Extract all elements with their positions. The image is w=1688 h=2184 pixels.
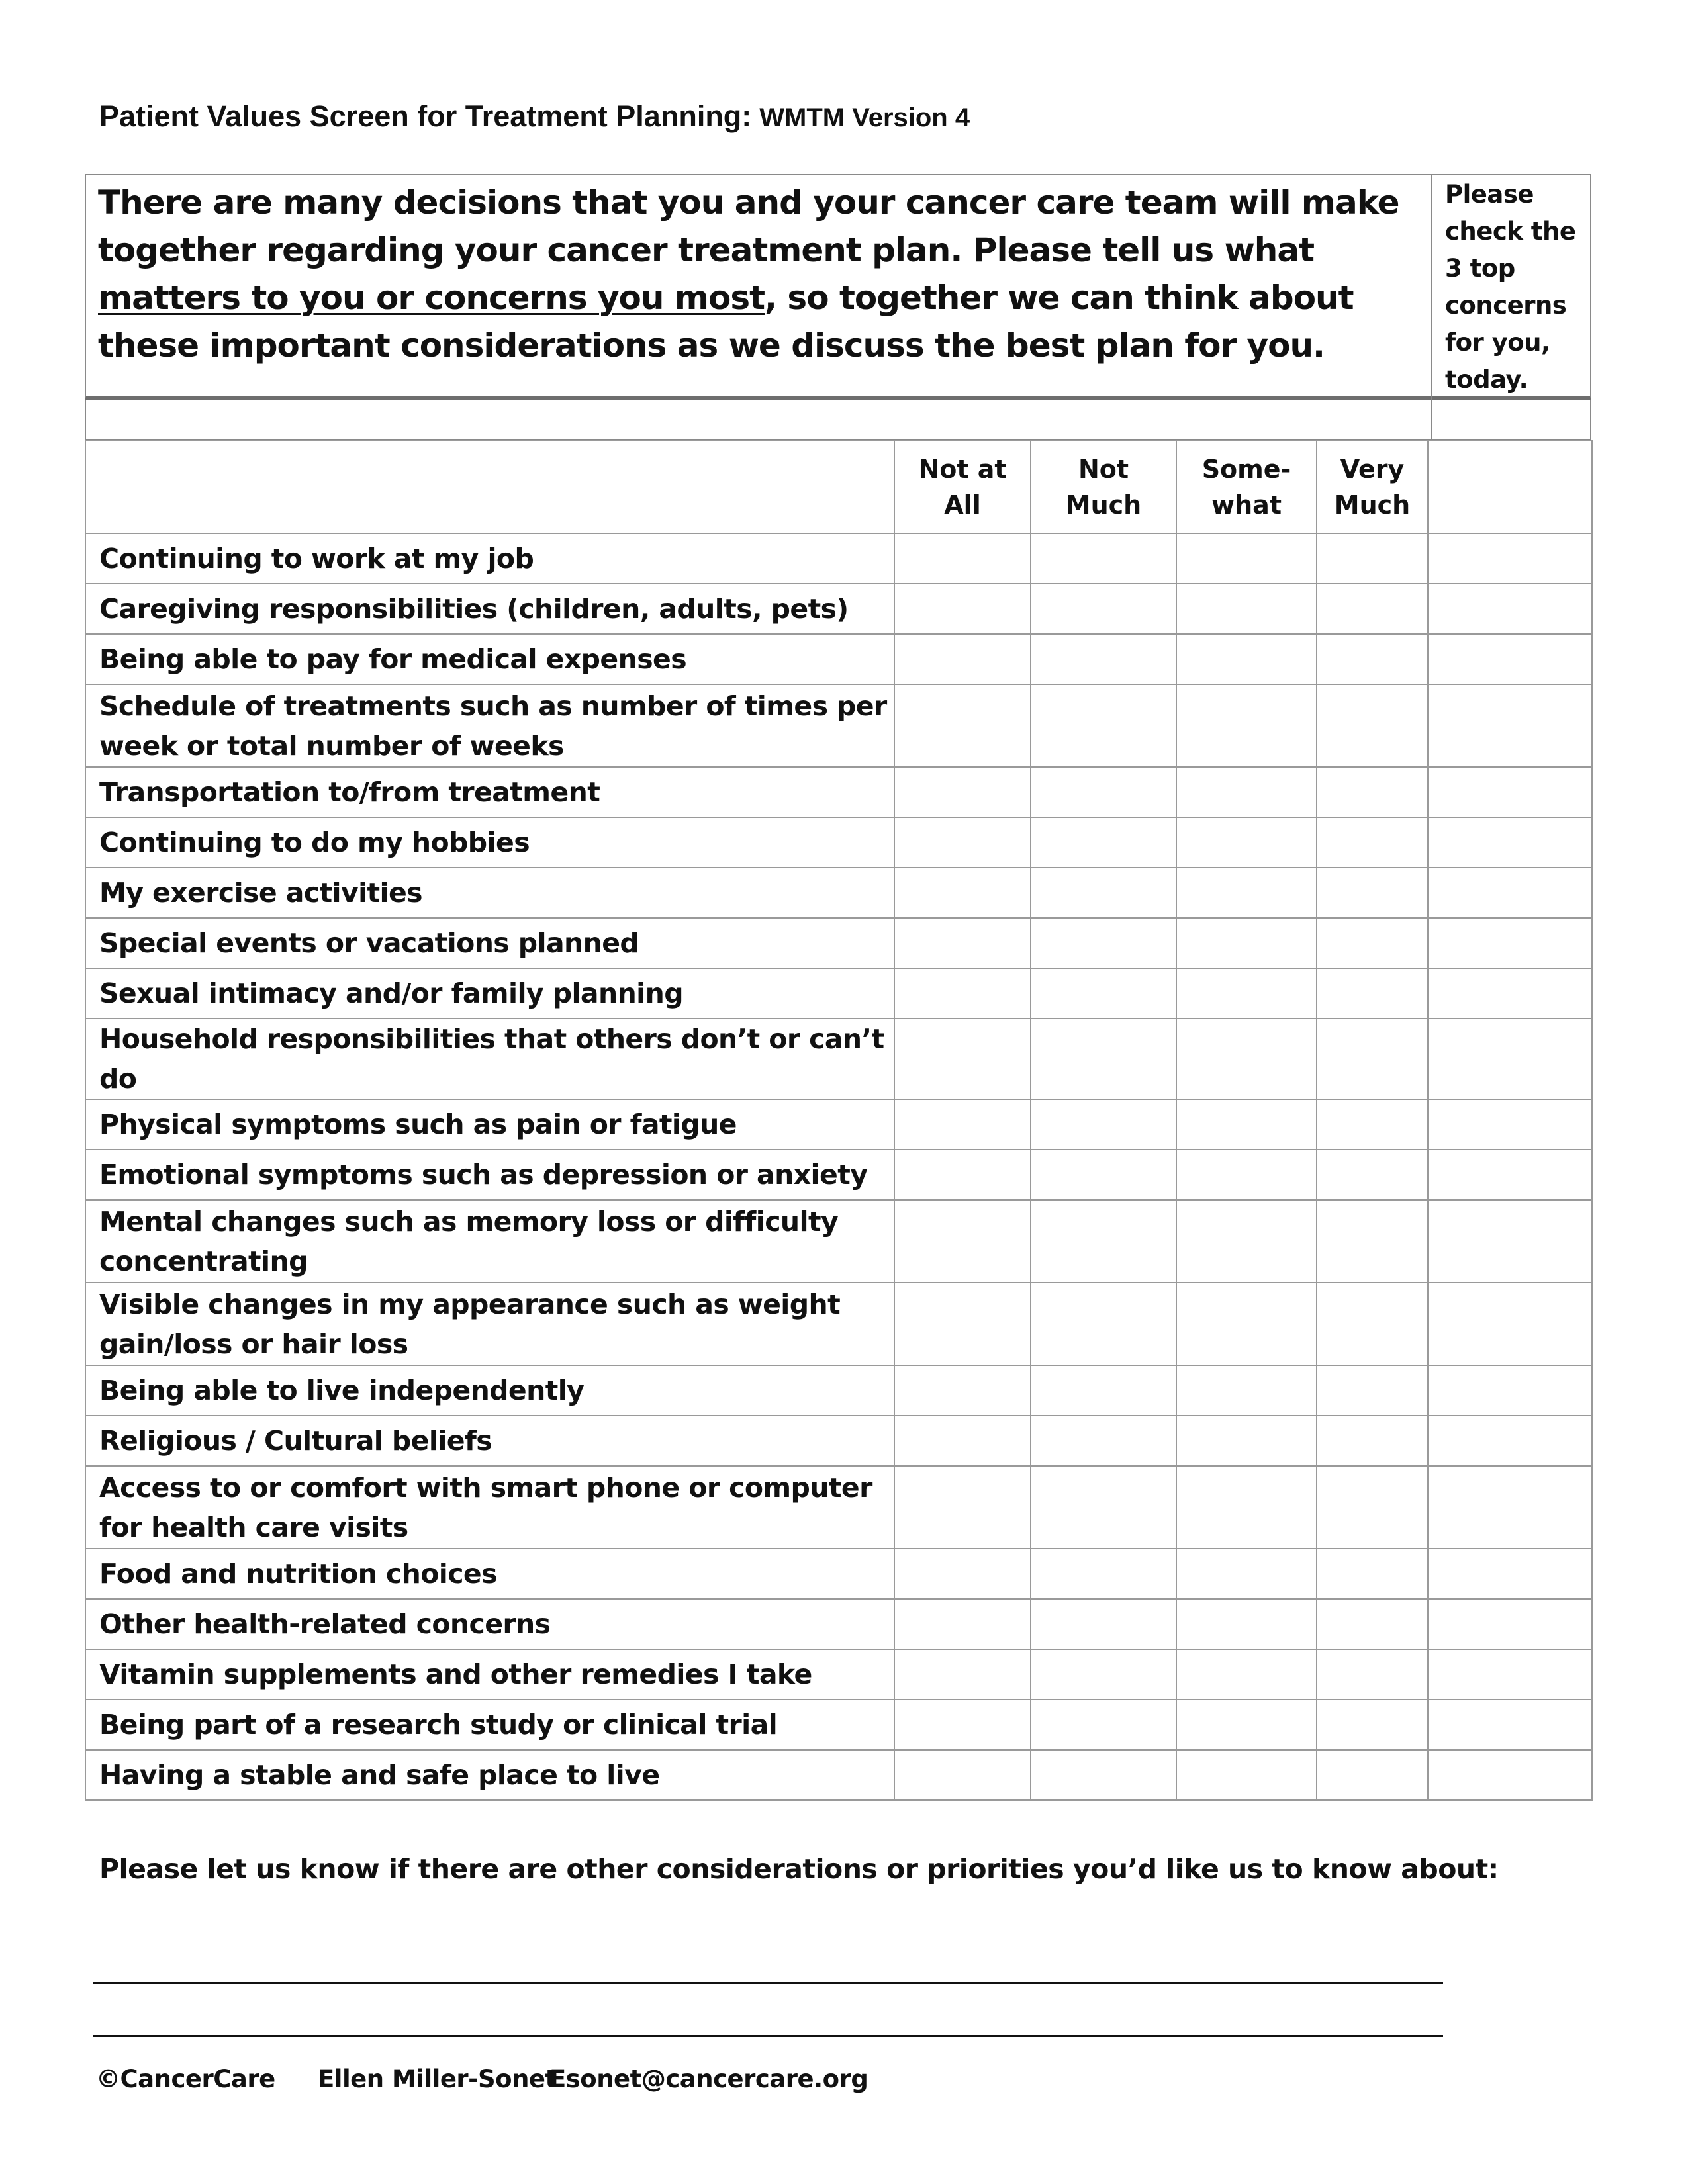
somewhat-cell[interactable] [1176, 1700, 1317, 1750]
very-much-cell[interactable] [1317, 868, 1428, 918]
concern-label: Caregiving responsibilities (children, adults, pets) [85, 584, 894, 634]
table-row [85, 968, 1592, 1019]
very-much-cell[interactable] [1317, 968, 1428, 1019]
somewhat-cell[interactable] [1176, 968, 1317, 1019]
not-much-cell[interactable] [1031, 634, 1176, 684]
very-much-cell[interactable] [1317, 634, 1428, 684]
intro-divider [1431, 174, 1432, 439]
concern-label: Continuing to do my hobbies [85, 817, 894, 868]
intro-text-underlined: matters to you or concerns you most [98, 279, 765, 317]
not-much-cell[interactable] [1031, 1700, 1176, 1750]
top-concern-check-cell[interactable] [1428, 584, 1592, 634]
not-at-all-cell[interactable] [894, 1200, 1031, 1283]
not-at-all-cell[interactable] [894, 1700, 1031, 1750]
very-much-cell[interactable] [1317, 1649, 1428, 1700]
not-much-cell[interactable] [1031, 1416, 1176, 1466]
top-concern-check-cell[interactable] [1428, 1283, 1592, 1365]
top-concern-check-cell[interactable] [1428, 533, 1592, 584]
not-at-all-cell[interactable] [894, 1019, 1031, 1099]
top-concern-check-cell[interactable] [1428, 1599, 1592, 1649]
table-row [85, 1700, 1592, 1750]
not-at-all-cell[interactable] [894, 1599, 1031, 1649]
very-much-cell[interactable] [1317, 1200, 1428, 1283]
very-much-cell[interactable] [1317, 1283, 1428, 1365]
concern-label: Household responsibilities that others don’t or can’t do [85, 1019, 894, 1099]
not-much-cell[interactable] [1031, 1649, 1176, 1700]
somewhat-cell[interactable] [1176, 584, 1317, 634]
concerns-table [85, 440, 1593, 1801]
top-concern-check-cell[interactable] [1428, 634, 1592, 684]
not-much-cell[interactable] [1031, 1750, 1176, 1800]
not-at-all-cell[interactable] [894, 1649, 1031, 1700]
not-much-cell[interactable] [1031, 1200, 1176, 1283]
concern-label: Continuing to work at my job [85, 533, 894, 584]
top-concern-check-cell[interactable] [1428, 918, 1592, 968]
very-much-cell[interactable] [1317, 1365, 1428, 1416]
somewhat-cell[interactable] [1176, 918, 1317, 968]
table-row [85, 1099, 1592, 1150]
not-much-cell[interactable] [1031, 767, 1176, 817]
not-at-all-cell[interactable] [894, 584, 1031, 634]
not-at-all-cell[interactable] [894, 1365, 1031, 1416]
footer-author: Ellen Miller-Sonet [318, 2065, 557, 2093]
somewhat-cell[interactable] [1176, 1466, 1317, 1549]
column-header-very-much: Very Much [1317, 441, 1428, 533]
somewhat-cell[interactable] [1176, 767, 1317, 817]
table-row [85, 1365, 1592, 1416]
top-concern-check-cell[interactable] [1428, 1750, 1592, 1800]
very-much-cell[interactable] [1317, 684, 1428, 767]
somewhat-cell[interactable] [1176, 1019, 1317, 1099]
top-concern-check-cell[interactable] [1428, 1466, 1592, 1549]
somewhat-cell[interactable] [1176, 817, 1317, 868]
table-row [85, 684, 1592, 767]
somewhat-cell[interactable] [1176, 684, 1317, 767]
somewhat-cell[interactable] [1176, 634, 1317, 684]
not-much-cell[interactable] [1031, 918, 1176, 968]
concern-label: Physical symptoms such as pain or fatigue [85, 1099, 894, 1150]
very-much-cell[interactable] [1317, 767, 1428, 817]
other-considerations-prompt: Please let us know if there are other considerations or priorities you’d like us to know about: [99, 1853, 1499, 1885]
somewhat-cell[interactable] [1176, 533, 1317, 584]
form-title-main: Patient Values Screen for Treatment Planning: [99, 99, 752, 133]
somewhat-cell[interactable] [1176, 1365, 1317, 1416]
table-row [85, 868, 1592, 918]
table-row [85, 1200, 1592, 1283]
table-row [85, 1416, 1592, 1466]
not-at-all-cell[interactable] [894, 767, 1031, 817]
very-much-cell[interactable] [1317, 1099, 1428, 1150]
not-much-cell[interactable] [1031, 868, 1176, 918]
somewhat-cell[interactable] [1176, 1200, 1317, 1283]
somewhat-cell[interactable] [1176, 1283, 1317, 1365]
very-much-cell[interactable] [1317, 533, 1428, 584]
concern-label: Being part of a research study or clinical trial [85, 1700, 894, 1750]
very-much-cell[interactable] [1317, 918, 1428, 968]
not-at-all-cell[interactable] [894, 1099, 1031, 1150]
table-row [85, 1549, 1592, 1599]
form-title [99, 99, 970, 134]
answer-line-1[interactable] [93, 1982, 1443, 1984]
top-concern-check-cell[interactable] [1428, 1150, 1592, 1200]
concern-label: Sexual intimacy and/or family planning [85, 968, 894, 1019]
very-much-cell[interactable] [1317, 1416, 1428, 1466]
table-row [85, 1019, 1592, 1099]
not-much-cell[interactable] [1031, 1599, 1176, 1649]
not-much-cell[interactable] [1031, 1466, 1176, 1549]
very-much-cell[interactable] [1317, 1549, 1428, 1599]
concern-label: Mental changes such as memory loss or difficulty concentrating [85, 1200, 894, 1283]
top-concern-check-cell[interactable] [1428, 1200, 1592, 1283]
concern-label: Vitamin supplements and other remedies I take [85, 1649, 894, 1700]
column-header-top-concern [1428, 441, 1592, 533]
concern-label: Schedule of treatments such as number of times per week or total number of weeks [85, 684, 894, 767]
intro-text-part2: , so together we can think about these important considerations as we discuss the best plan for you. [98, 279, 1354, 365]
table-row [85, 817, 1592, 868]
table-row [85, 1466, 1592, 1549]
concern-label: Having a stable and safe place to live [85, 1750, 894, 1800]
table-row [85, 1599, 1592, 1649]
top-concern-check-cell[interactable] [1428, 817, 1592, 868]
very-much-cell[interactable] [1317, 817, 1428, 868]
not-much-cell[interactable] [1031, 1099, 1176, 1150]
form-version: WMTM Version 4 [759, 103, 970, 132]
column-header-somewhat: Some- what [1176, 441, 1317, 533]
not-at-all-cell[interactable] [894, 817, 1031, 868]
not-much-cell[interactable] [1031, 1549, 1176, 1599]
not-at-all-cell[interactable] [894, 684, 1031, 767]
concern-label: Special events or vacations planned [85, 918, 894, 968]
somewhat-cell[interactable] [1176, 1416, 1317, 1466]
not-at-all-cell[interactable] [894, 918, 1031, 968]
not-much-cell[interactable] [1031, 684, 1176, 767]
top-concern-check-cell[interactable] [1428, 1019, 1592, 1099]
not-at-all-cell[interactable] [894, 634, 1031, 684]
top-concern-check-cell[interactable] [1428, 868, 1592, 918]
not-at-all-cell[interactable] [894, 1549, 1031, 1599]
somewhat-cell[interactable] [1176, 1150, 1317, 1200]
not-at-all-cell[interactable] [894, 1283, 1031, 1365]
concern-label: Access to or comfort with smart phone or computer for health care visits [85, 1466, 894, 1549]
answer-line-2[interactable] [93, 2035, 1443, 2037]
table-row [85, 767, 1592, 817]
footer-email: Esonet@cancercare.org [549, 2065, 868, 2093]
header-blank-cell [85, 441, 894, 533]
table-row [85, 918, 1592, 968]
concern-label: Other health-related concerns [85, 1599, 894, 1649]
top-concern-check-cell[interactable] [1428, 1549, 1592, 1599]
not-much-cell[interactable] [1031, 968, 1176, 1019]
top-concern-check-cell[interactable] [1428, 1416, 1592, 1466]
very-much-cell[interactable] [1317, 1019, 1428, 1099]
very-much-cell[interactable] [1317, 1150, 1428, 1200]
somewhat-cell[interactable] [1176, 1649, 1317, 1700]
somewhat-cell[interactable] [1176, 1549, 1317, 1599]
top-concern-check-cell[interactable] [1428, 767, 1592, 817]
table-row [85, 1283, 1592, 1365]
not-much-cell[interactable] [1031, 1283, 1176, 1365]
not-much-cell[interactable] [1031, 1019, 1176, 1099]
somewhat-cell[interactable] [1176, 868, 1317, 918]
table-row [85, 1649, 1592, 1700]
somewhat-cell[interactable] [1176, 1599, 1317, 1649]
table-row [85, 533, 1592, 584]
intro-text-part1: There are many decisions that you and your cancer care team will make together regarding your cancer treatment plan. Please tell us what [98, 183, 1399, 269]
concern-label: Being able to pay for medical expenses [85, 634, 894, 684]
table-row [85, 584, 1592, 634]
footer [96, 2065, 868, 2093]
not-much-cell[interactable] [1031, 817, 1176, 868]
table-header-row [85, 441, 1592, 533]
not-at-all-cell[interactable] [894, 1150, 1031, 1200]
column-header-not-much: Not Much [1031, 441, 1176, 533]
top-concerns-instruction: Please check the 3 top concerns for you, today. [1445, 180, 1576, 394]
footer-copyright: ©CancerCare [96, 2065, 275, 2093]
table-row [85, 1750, 1592, 1800]
not-much-cell[interactable] [1031, 533, 1176, 584]
table-row [85, 1150, 1592, 1200]
not-at-all-cell[interactable] [894, 533, 1031, 584]
concern-label: Food and nutrition choices [85, 1549, 894, 1599]
concern-label: Visible changes in my appearance such as weight gain/loss or hair loss [85, 1283, 894, 1365]
not-at-all-cell[interactable] [894, 1416, 1031, 1466]
very-much-cell[interactable] [1317, 1599, 1428, 1649]
spacer-row [85, 400, 1591, 440]
not-much-cell[interactable] [1031, 1365, 1176, 1416]
very-much-cell[interactable] [1317, 1466, 1428, 1549]
concern-label: Transportation to/from treatment [85, 767, 894, 817]
concern-label: My exercise activities [85, 868, 894, 918]
not-much-cell[interactable] [1031, 584, 1176, 634]
somewhat-cell[interactable] [1176, 1750, 1317, 1800]
top-concern-check-cell[interactable] [1428, 968, 1592, 1019]
concern-label: Religious / Cultural beliefs [85, 1416, 894, 1466]
not-at-all-cell[interactable] [894, 868, 1031, 918]
somewhat-cell[interactable] [1176, 1099, 1317, 1150]
column-header-not-at-all: Not at All [894, 441, 1031, 533]
concern-label: Being able to live independently [85, 1365, 894, 1416]
concern-label: Emotional symptoms such as depression or anxiety [85, 1150, 894, 1200]
very-much-cell[interactable] [1317, 1700, 1428, 1750]
top-concern-check-cell[interactable] [1428, 1099, 1592, 1150]
top-concern-check-cell[interactable] [1428, 1649, 1592, 1700]
not-at-all-cell[interactable] [894, 1466, 1031, 1549]
very-much-cell[interactable] [1317, 584, 1428, 634]
table-row [85, 634, 1592, 684]
not-at-all-cell[interactable] [894, 968, 1031, 1019]
intro-text [98, 179, 1415, 369]
top-concern-check-cell[interactable] [1428, 684, 1592, 767]
top-concern-check-cell[interactable] [1428, 1365, 1592, 1416]
top-concern-check-cell[interactable] [1428, 1700, 1592, 1750]
not-at-all-cell[interactable] [894, 1750, 1031, 1800]
not-much-cell[interactable] [1031, 1150, 1176, 1200]
very-much-cell[interactable] [1317, 1750, 1428, 1800]
